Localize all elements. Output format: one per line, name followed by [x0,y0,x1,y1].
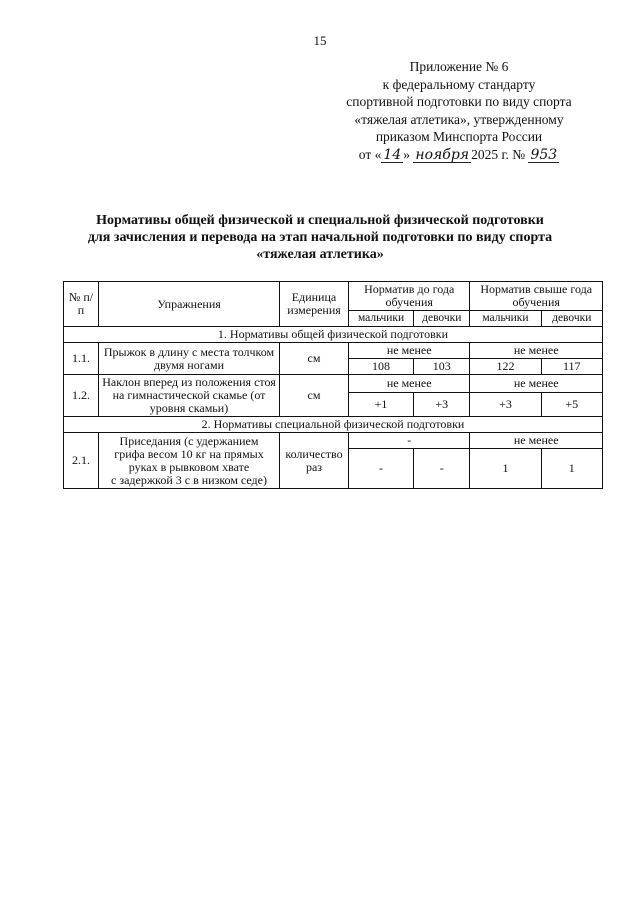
row-condition: не менее [349,343,470,359]
row-condition: не менее [349,375,470,393]
norms-table [63,281,603,489]
appendix-title: Приложение № 6 [409,59,509,74]
value-cell: 122 [470,359,541,375]
row-condition: не менее [470,343,603,359]
table-row [64,375,603,393]
value-cell: 117 [541,359,603,375]
section-row [64,417,603,433]
value-cell: 1 [470,449,541,489]
header-exercise: Упражнения [99,282,280,327]
header-boys: мальчики [349,311,414,327]
appendix-line: к федеральному стандарту [382,76,536,92]
title-line: Нормативы общей физической и специальной физической подготовки [96,213,544,228]
appendix-date-line [300,146,618,164]
row-exercise: Прыжок в длину с места толчком двумя ногами [99,343,280,375]
section-title: 1. Нормативы общей физической подготовки [64,327,603,343]
appendix-line: спортивной подготовки по виду спорта [346,94,572,109]
date-year: 2025 г. № [471,146,526,162]
row-exercise: Наклон вперед из положения стоя на гимнастической скамье (от уровня скамьи) [99,375,280,417]
section-title: 2. Нормативы специальной физической подготовки [64,417,603,433]
title-line: «тяжелая атлетика» [256,247,384,262]
handwritten-day: 14 [383,146,402,163]
handwritten-order-number: 953 [530,146,558,163]
row-num: 1.2. [64,375,99,417]
value-cell: 108 [349,359,414,375]
section-row [64,327,603,343]
row-condition: не менее [470,433,603,449]
header-girls: девочки [414,311,470,327]
value-cell: 1 [541,449,603,489]
value-cell: - [349,449,414,489]
header-norm-after: Норматив свыше года обучения [470,282,603,311]
row-unit: см [280,343,349,375]
row-condition: не менее [470,375,603,393]
document-title [40,212,600,263]
exercise-line: грифа весом 10 кг на прямых [114,446,264,461]
header-norm-before: Норматив до года обучения [349,282,470,311]
date-mid: » [403,146,410,162]
table-row [64,433,603,449]
header-boys: мальчики [470,311,541,327]
exercise-line: руках в рывковом хвате [128,459,250,474]
appendix-line: приказом Минспорта России [375,129,543,144]
row-num: 2.1. [64,433,99,489]
title-line: для зачисления и перевода на этап начальной подготовки по виду спорта [87,230,553,245]
header-unit: Единица измерения [280,282,349,327]
value-cell: +3 [470,393,541,417]
date-prefix: от « [358,146,382,162]
header-row [64,282,603,311]
handwritten-month: ноября [415,146,470,163]
exercise-line: с задержкой 3 с в низком седе) [111,472,267,487]
row-condition: - [349,433,470,449]
row-exercise [99,433,280,489]
value-cell: +3 [414,393,470,417]
appendix-line: «тяжелая атлетика», утвержденному [354,111,564,127]
row-unit: см [280,375,349,417]
value-cell: - [414,449,470,489]
value-cell: 103 [414,359,470,375]
header-girls: девочки [541,311,603,327]
header-num: № п/п [64,282,99,327]
table-row [64,343,603,359]
row-num: 1.1. [64,343,99,375]
value-cell: +1 [349,393,414,417]
appendix-header [300,58,618,163]
exercise-line: Приседания (с удержанием [119,433,259,448]
page-number: 15 [313,33,327,48]
value-cell: +5 [541,393,603,417]
row-unit: количество раз [280,433,349,489]
